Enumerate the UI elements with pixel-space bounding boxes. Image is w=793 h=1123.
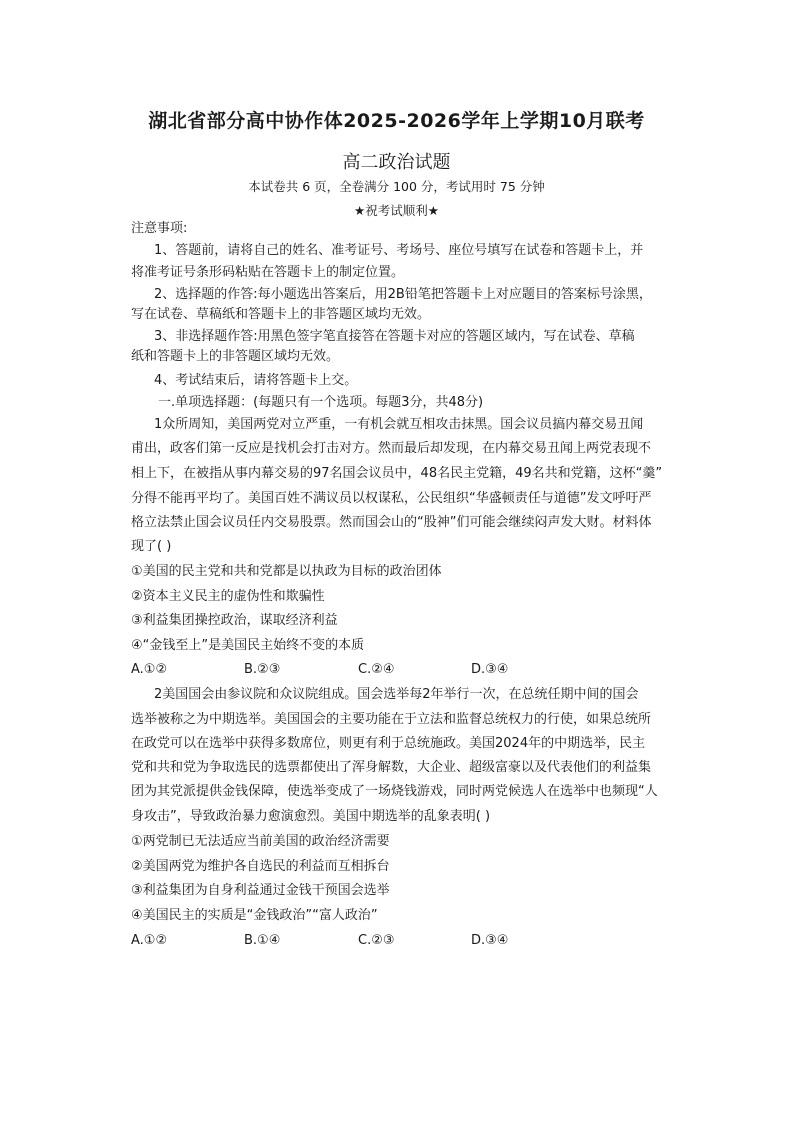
notice-line: 纸和答题卡上的非答题区域均无效。 [131, 349, 340, 364]
notice-line: 1、答题前，请将自己的姓名、准考证号、考场号、座位号填写在试卷和答题卡上，并 [154, 243, 644, 258]
notice-line: 2、选择题的作答:每小题选出答案后，用2B铅笔把答题卡上对应题目的答案标号涂黑， [154, 287, 652, 302]
q2-stem-line: 在政党可以在选举中获得多数席位，则更有利于总统施政。美国2024年的中期选举，民主 [131, 736, 646, 751]
q1-statement: ①美国的民主党和共和党都是以执政为目标的政治团体 [131, 564, 442, 579]
q2-option-a[interactable]: A.①② [131, 933, 168, 948]
q2-statement: ①两党制已无法适应当前美国的政治经济需要 [131, 834, 390, 849]
q2-option-d[interactable]: D.③④ [471, 933, 509, 948]
q1-statement: ③利益集团操控政治，谋取经济利益 [131, 613, 338, 628]
q1-option-c[interactable]: C.②④ [358, 662, 395, 677]
notice-line: 写在试卷、草稿纸和答题卡上的非答题区域均无效。 [131, 307, 431, 322]
exam-title: 湖北省部分高中协作体2025-2026学年上学期10月联考 [148, 110, 645, 132]
notice-line: 3、非选择题作答:用黑色签字笔直接答在答题卡对应的答题区域内，写在试卷、草稿 [154, 329, 635, 344]
q1-stem-line: 现了( ) [131, 539, 172, 554]
q1-stem-line: 分得不能再平均了。美国百姓不满议员以权谋私，公民组织“华盛顿责任与道德”发文呼吁严 [131, 491, 652, 506]
exam-subtitle: 高二政治试题 [342, 152, 451, 173]
good-luck-line: ★祝考试顺利★ [354, 203, 439, 218]
q2-stem-line: 2美国国会由参议院和众议院组成。国会选举每2年举行一次，在总统任期中间的国会 [154, 687, 639, 702]
q1-statement: ④“金钱至上”是美国民主始终不变的本质 [131, 638, 365, 653]
q1-option-d[interactable]: D.③④ [471, 662, 509, 677]
q1-stem-line: 甫出，政客们第一反应是找机会打击对方。然而最后却发现，在内幕交易丑闻上两党表现不 [131, 441, 652, 456]
q2-statement: ④美国民主的实质是“金钱政治”“富人政治” [131, 908, 378, 923]
q1-stem-line: 格立法禁止国会议员任内交易股票。然而国会山的“股神”们可能会继续闷声发大财。材料体 [131, 515, 652, 530]
q2-stem-line: 选举被称之为中期选举。美国国会的主要功能在于立法和监督总统权力的行使，如果总统所 [131, 712, 652, 727]
q1-option-b[interactable]: B.②③ [244, 662, 281, 677]
q2-statement: ②美国两党为维护各自选民的利益而互相拆台 [131, 859, 390, 874]
q2-statement: ③利益集团为自身利益通过金钱干预国会选举 [131, 883, 390, 898]
section-heading: 一.单项选择题：(每题只有一个选项。每题3分，共48分) [158, 395, 484, 410]
q2-option-c[interactable]: C.②③ [358, 933, 395, 948]
notice-line: 将准考证号条形码粘贴在答题卡上的制定位置。 [131, 265, 405, 280]
q1-option-a[interactable]: A.①② [131, 662, 168, 677]
notice-heading: 注意事项: [131, 221, 188, 236]
q1-statement: ②资本主义民主的虚伪性和欺骗性 [131, 589, 325, 604]
q2-stem-line: 团为其党派提供金钱保障，使选举变成了一场烧钱游戏，同时两党候选人在选举中也频现“人 [131, 784, 658, 799]
q2-stem-line: 党和共和党为争取选民的选票都使出了浑身解数，大企业、超级富豪以及代表他们的利益集 [131, 760, 652, 775]
notice-line: 4、考试结束后，请将答题卡上交。 [154, 373, 358, 388]
q2-stem-line: 身攻击”，导致政治暴力愈演愈烈。美国中期选举的乱象表明( ) [131, 809, 491, 824]
exam-info: 本试卷共 6 页，全卷满分 100 分，考试用时 75 分钟 [248, 179, 545, 194]
q1-stem-line: 1众所周知，美国两党对立严重，一有机会就互相攻击抹黑。国会议员搞内幕交易丑闻 [154, 417, 644, 432]
q1-stem-line: 相上下，在被指从事内幕交易的97名国会议员中，48名民主党籍，49名共和党籍，这杯“羹” [131, 466, 663, 481]
q2-option-b[interactable]: B.①④ [244, 933, 281, 948]
